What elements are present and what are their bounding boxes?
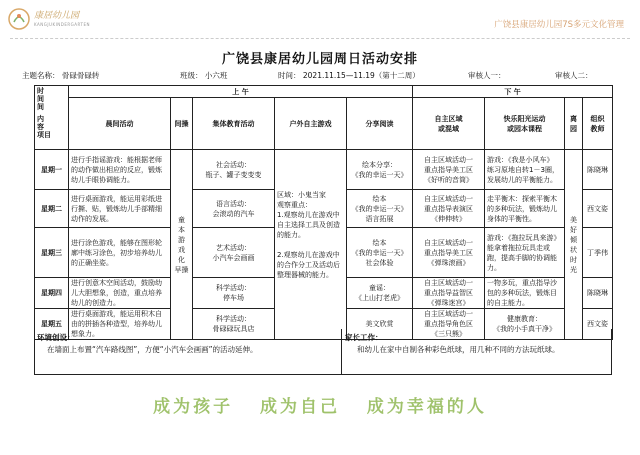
morning-activity-cell: 进行涂色游戏，能够在图形轮廓中练习涂色，初步培养幼儿的正确坐姿。 [69, 228, 171, 278]
group-edu-cell: 艺术活动： 小汽车会画画 [193, 228, 275, 278]
teacher-cell: 西文姿 [583, 309, 613, 340]
reading-cell: 绘本分享： 《我的幸运一天》 [347, 150, 413, 190]
col-group-education: 集体教育活动 [193, 98, 275, 150]
corner-cell [35, 86, 69, 150]
col-reading: 分享阅读 [347, 98, 413, 150]
group-edu-cell: 语言活动： 会滚动的汽车 [193, 190, 275, 228]
col-area: 自主区域 或混域 [413, 98, 485, 150]
notes-divider [341, 329, 342, 375]
reviewer-one: 审核人一： [468, 71, 506, 80]
reading-cell: 美文欣赏 [347, 309, 413, 340]
reading-cell: 童谣： 《上山打老虎》 [347, 278, 413, 309]
corner-time: 时 [37, 87, 44, 95]
corner-time3: 间 [37, 103, 44, 111]
meta-row [22, 70, 622, 82]
morning-activity-cell: 进行桌面游戏，能运用彩纸进行撕、贴，锻炼幼儿手部精细动作的发展。 [69, 190, 171, 228]
corner-content2: 容 [37, 123, 44, 131]
morning-activity-cell: 进行桌面游戏，能运用积木自由的拼插各种造型，培养幼儿想象力。 [69, 309, 171, 340]
slogan-part: 成为自己 [260, 397, 340, 417]
col-morning-activity: 晨间活动 [69, 98, 171, 150]
reading-cell: 绘本 《我的幸运一天》 社会体验 [347, 228, 413, 278]
col-teacher: 组织 教师 [583, 98, 613, 150]
morning-header: 上 午 [69, 86, 413, 98]
parent-work-text: 和幼儿在家中自制各种彩色纸球，用几种不同的方法玩纸球。 [357, 345, 560, 354]
header-tagline: 广饶县康居幼儿园7S多元文化管理 [494, 20, 624, 30]
class-name: 班级： 小六班 [180, 71, 228, 80]
washing-cell: 童 本 游 戏 化 早操 [171, 150, 193, 340]
logo-text: 康居幼儿园 [34, 11, 80, 21]
group-edu-cell: 科学活动： 骨碌碌玩具店 [193, 309, 275, 340]
col-outdoor-game: 户外自主游戏 [275, 98, 347, 150]
group-edu-cell: 科学活动： 停车场 [193, 278, 275, 309]
reading-cell: 绘本 《我的幸运一天》 语言拓展 [347, 190, 413, 228]
page-header [0, 0, 640, 44]
happy-sport-cell: 健康教育： 《我的小手真干净》 [485, 309, 565, 340]
date-range: 时间： 2021.11.15—11.19（第十二周） [278, 71, 420, 80]
leave-cell: 美 好 倾 状 时 光 [565, 150, 583, 340]
teacher-cell: 西文姿 [583, 190, 613, 228]
logo-icon [8, 8, 30, 30]
afternoon-header: 下 午 [413, 86, 613, 98]
day-label: 星期三 [35, 228, 69, 278]
corner-project: 项目 [37, 131, 51, 139]
kindergarten-logo [8, 6, 128, 34]
happy-sport-cell: 一物多玩，重点指导沙包的多种玩法，锻炼目的自主能力。 [485, 278, 565, 309]
teacher-cell: 丁季伟 [583, 228, 613, 278]
reviewer-two: 审核人二： [555, 71, 593, 80]
morning-activity-cell: 进行创意木空间活动，鼓励幼儿大胆想象，创造，重点培养幼儿的创造力。 [69, 278, 171, 309]
teacher-cell: 陈晓琳 [583, 150, 613, 190]
theme-name: 主题名称： 骨碌骨碌转 [22, 71, 100, 80]
parent-work-title: 家长工作： [345, 333, 383, 342]
col-washing: 间操 [171, 98, 193, 150]
area-cell: 自主区域活动一 重点指导益智区 《弹珠迷宫》 [413, 278, 485, 309]
teacher-cell: 陈晓琳 [583, 278, 613, 309]
schedule-table [34, 85, 613, 340]
outdoor-game-cell: 区域：小鬼当家 观察重点： 1.观察幼儿在游戏中自主选择工具及创造的能力。 2.观察幼儿在游戏中的合作分工及活动后整理器械的能力。 [275, 150, 347, 340]
col-happy-sport: 快乐阳光运动 或园本课程 [485, 98, 565, 150]
day-label: 星期四 [35, 278, 69, 309]
day-label: 星期一 [35, 150, 69, 190]
area-cell: 自主区域活动一 重点指导美工区 《弹珠滚画》 [413, 228, 485, 278]
slogan-part: 成为幸福的人 [366, 397, 487, 417]
corner-time2: 间 [37, 95, 44, 103]
slogan-part: 成为孩子 [153, 397, 234, 417]
morning-activity-cell: 进行手指谣游戏：能根据老师的动作做出相应的反应，锻炼幼儿手眼协调能力。 [69, 150, 171, 190]
environment-title: 环境创设： [37, 333, 75, 342]
slogan [0, 392, 640, 417]
logo-subtext: KANGJUKINDERGARTEN [34, 22, 90, 27]
header-divider [10, 38, 630, 39]
notes-box [34, 329, 612, 375]
happy-sport-cell: 走平衡木：探索平衡木的多种玩法，锻炼幼儿身体的平衡性。 [485, 190, 565, 228]
happy-sport-cell: 游戏：《拖拉玩具来游》 能拿着拖拉玩具走或跑，提高手脚的协调能力。 [485, 228, 565, 278]
area-cell: 自主区域活动一 重点指导表演区 《伸伸转》 [413, 190, 485, 228]
group-edu-cell: 社会活动： 瓶子、罐子变变变 [193, 150, 275, 190]
day-label: 星期五 [35, 309, 69, 340]
day-label: 星期二 [35, 190, 69, 228]
happy-sport-cell: 游戏：《我是小风车》 练习原地自转1－3圈，发展幼儿的平衡能力。 [485, 150, 565, 190]
environment-text: 在墙面上布置“汽车路线图”，方便“小汽车会画画”的活动延伸。 [47, 345, 258, 354]
area-cell: 自主区域活动一 重点指导美工区 《好听的音筒》 [413, 150, 485, 190]
col-leave: 离园 [565, 98, 583, 150]
table-row [35, 150, 613, 190]
area-cell: 自主区域活动一 重点指导角色区 《三只熊》 [413, 309, 485, 340]
page-title: 广饶县康居幼儿园周日活动安排 [221, 52, 418, 67]
corner-content: 内 [37, 115, 44, 123]
